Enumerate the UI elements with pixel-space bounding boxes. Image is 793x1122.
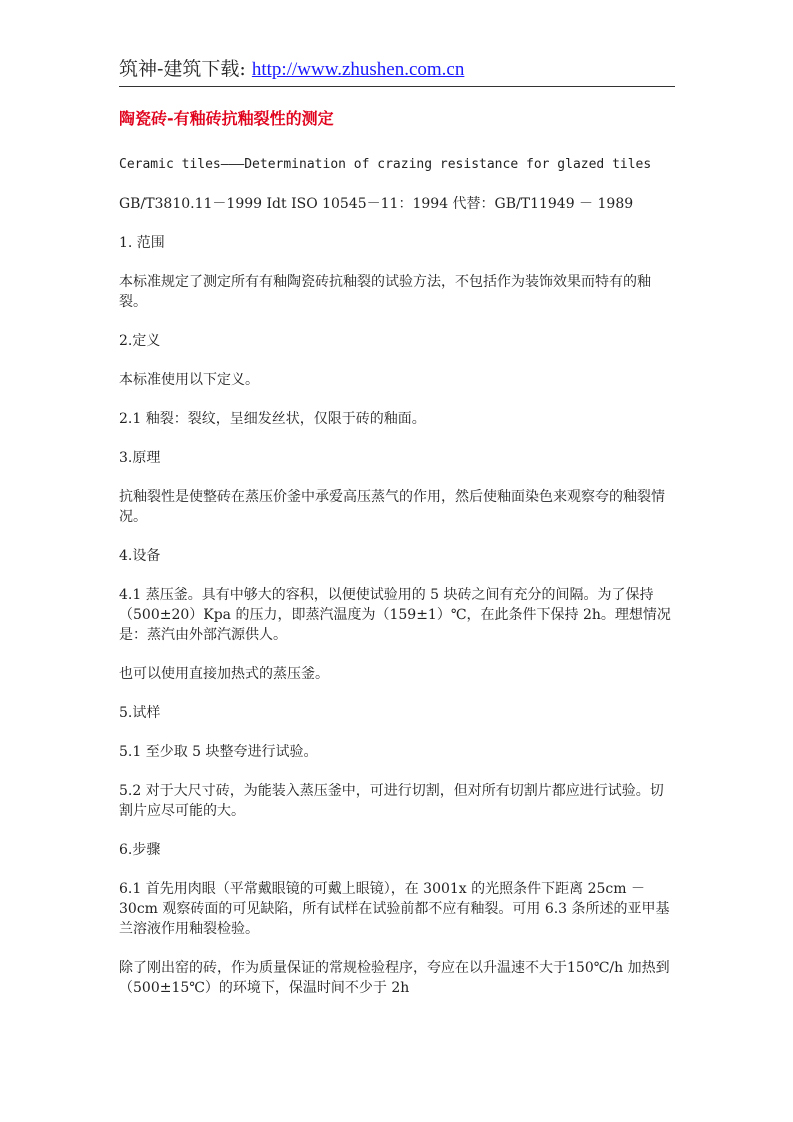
section-heading-specimens: 5.试样 [119, 705, 161, 721]
paragraph-direct-heating: 也可以使用直接加热式的蒸压釜。 [119, 666, 329, 682]
site-name: 筑神-建筑下载: [119, 58, 252, 80]
paragraph-principle: 抗釉裂性是使整砖在蒸压价釜中承爱高压蒸气的作用，然后使釉面染色来观察夸的釉裂情况。 [119, 489, 665, 525]
paragraph-definition-crazing: 2.1 釉裂：裂纹，呈细发丝状，仅限于砖的釉面。 [119, 411, 426, 427]
paragraph-scope: 本标准规定了测定所有有釉陶瓷砖抗釉裂的试验方法，不包括作为装饰效果而特有的釉裂。 [119, 274, 651, 310]
paragraph-procedure-heating: 除了刚出窑的砖，作为质量保证的常规检验程序，夸应在以升温速不大于150℃/h 加热到（500±15℃）的环境下，保温时间不少于 2h [119, 960, 670, 996]
section-heading-procedure: 6.步骤 [119, 842, 161, 858]
document-title: 陶瓷砖-有釉砖抗釉裂性的测定 [119, 109, 334, 128]
standard-number: GB/T3810.11－1999 Idt ISO 10545－11：1994 代替：GB/T11949 － 1989 [119, 196, 634, 212]
section-heading-apparatus: 4.设备 [119, 548, 161, 564]
document-body [119, 155, 675, 1017]
section-heading-scope: 1. 范围 [119, 235, 165, 251]
english-title: Ceramic tiles———Determination of crazing resistance for glazed tiles [119, 157, 652, 172]
site-link[interactable]: http://www.zhushen.com.cn [251, 59, 465, 80]
paragraph-procedure-inspection: 6.1 首先用肉眼（平常戴眼镜的可戴上眼镜），在 3001x 的光照条件下距离 25cm － 30cm 观察砖面的可见缺陷，所有试样在试验前都不应有釉裂。可用 6.3 条所述的亚甲基兰溶液作用釉裂检验。 [119, 881, 670, 937]
paragraph-definitions: 本标准使用以下定义。 [119, 372, 259, 388]
section-heading-definitions: 2.定义 [119, 333, 161, 349]
paragraph-autoclave: 4.1 蒸压釜。具有中够大的容积，以便使试验用的 5 块砖之间有充分的间隔。为了保持（500±20）Kpa 的压力，即蒸汽温度为（159±1）℃，在此条件下保持 2h。理想情况是：蒸汽由外部汽源供人。 [119, 587, 671, 643]
paragraph-specimens-count: 5.1 至少取 5 块整夸进行试验。 [119, 744, 318, 760]
section-heading-principle: 3.原理 [119, 450, 161, 466]
page-header [119, 56, 675, 87]
paragraph-specimens-large: 5.2 对于大尺寸砖，为能装入蒸压釜中，可进行切割，但对所有切割片都应进行试验。切割片应尽可能的大。 [119, 783, 664, 819]
